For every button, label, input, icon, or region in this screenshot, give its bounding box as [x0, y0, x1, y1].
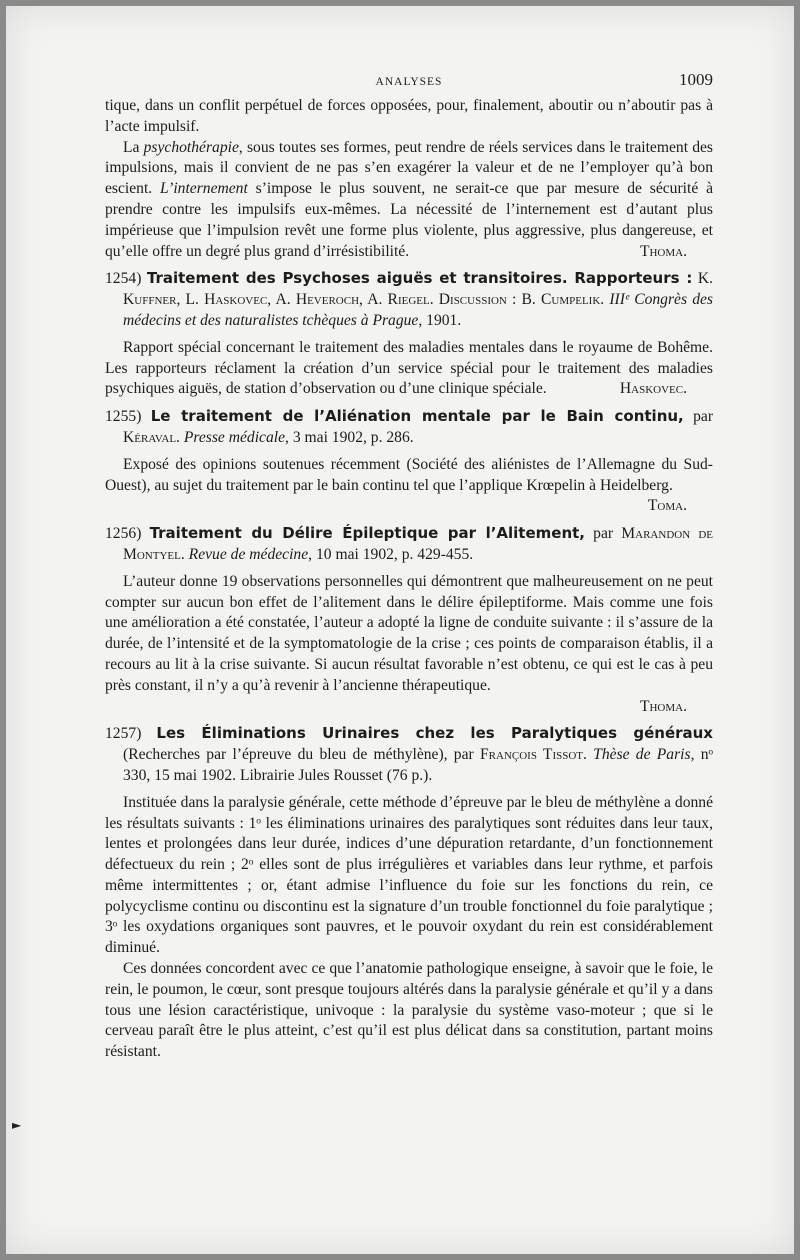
- entry-1256: [105, 523, 713, 717]
- entry-header: [105, 523, 713, 566]
- page-number: 1009: [679, 70, 713, 89]
- page-content: [105, 70, 713, 1063]
- entry-body-2: Ces données concordent avec ce que l’anatomie pathologique enseigne, à savoir que le foie, le rein, le poumon, le cœur, sont presque toujours altérés dans la paralysie générale et qu’il y a dans tous une lésion caractéristique, univoque : la paralysie du système vaso-moteur ; que si le cerveau paraît être le plus atteint, c’est qu’il est plus délicat dans sa constitution, partant moins résistant.: [105, 960, 713, 1061]
- signature: Thoma.: [639, 697, 687, 715]
- entry-source: Presse médicale: [183, 428, 286, 446]
- entry-body: [105, 455, 713, 517]
- intro-paragraph-2: [105, 138, 713, 263]
- entry-number: 1256): [105, 525, 142, 543]
- margin-arrow-icon: ►: [12, 1118, 22, 1132]
- entry-number: 1255): [105, 408, 142, 426]
- entry-source-tail: , 1901.: [418, 311, 462, 329]
- entry-number: 1257): [105, 725, 142, 743]
- intro-term-internement: L’internement: [160, 180, 248, 198]
- entry-source: IIIᵉ Congrès des médecins et des naturalistes tchèques à Prague: [123, 291, 713, 329]
- entry-body-text: Exposé des opinions soutenues récemment (Société des aliénistes de l’Allemagne du Sud-Ouest), au sujet du traitement par le bain continu tel que l’applique Krœpelin à Heidelberg.: [105, 455, 713, 494]
- intro-p2-mid: , sous toutes ses formes, peut rendre de réels services dans le traitement des impulsions, mais il convient de ne pas s’en exagérer la valeur et de ne l’employer qu’à bon escient.: [105, 138, 713, 198]
- entry-body: [105, 338, 713, 400]
- entry-source-tail: , 3 mai 1902, p. 286.: [285, 428, 414, 446]
- entry-header: [105, 406, 713, 449]
- entry-title-tail: par: [585, 525, 622, 543]
- intro-p2-lead: La: [123, 138, 144, 156]
- entry-authors: K. Kuffner, L. Haskovec, A. Heveroch, A. Riegel. Discussion : B. Cumpelik.: [123, 270, 713, 309]
- entry-title: Traitement du Délire Épileptique par l’Alitement,: [149, 524, 585, 543]
- signature: Toma.: [647, 497, 687, 515]
- signature: Thoma.: [639, 242, 687, 260]
- page: [6, 6, 794, 1254]
- entry-source: Thèse de Paris: [593, 746, 691, 764]
- entry-source: Revue de médecine: [188, 545, 309, 563]
- intro-term-psychotherapie: psychothérapie: [143, 138, 239, 156]
- entry-body: L’auteur donne 19 observations personnelles qui démontrent que malheureusement on ne peut compter sur aucun bon effet de l’alitement dans le délire épileptiforme. Mais comme une fois une amélioration a été constatée, l’auteur a adopté la ligne de conduite suivante : il s’assure de la durée, de l’intensité et de la symptomatologie de la crise ; ces points de comparaison établis, il a recours au lit à la crise suivante. Si aucun résultat favorable n’est obtenu, ce qui est le cas à peu près constant, il n’y a qu’à revenir à l’ancienne thérapeutique.: [105, 572, 713, 694]
- entry-title-tail: par: [683, 408, 714, 426]
- signature: Haskovec.: [619, 380, 687, 398]
- entry-authors: Kéraval.: [123, 428, 180, 446]
- entry-body: Instituée dans la paralysie générale, cette méthode d’épreuve par le bleu de méthylène a donné les résultats suivants : 1ᵒ les éliminations urinaires des paralytiques sont réduites dans leur taux, lentes et prolongées dans leur durée, indices d’une dépuration retardante, d’un fonctionnement défectueux du rein ; 2ᵒ elles sont de plus irrégulières et variables dans leur rythme, et parfois même intermittentes ; or, étant admise l’influence du foie sur les fonctions du rein, ce polycyclisme continu ou discontinu est la signature d’un trouble fonctionnel du foie paralytique ; 3ᵒ les oxydations organiques sont pauvres, et le pouvoir oxydant du rein est considérablement diminué.: [105, 793, 713, 957]
- entry-header: [105, 268, 713, 331]
- entry-body-text: Rapport spécial concernant le traitement des maladies mentales dans le royaume de Bohême. Les rapporteurs réclament la création d’un service spécial pour le traitement des maladies psychiques aiguës, de station d’observation ou d’une clinique spéciale.: [105, 338, 713, 398]
- entry-source-tail: , nᵒ 330, 15 mai 1902. Librairie Jules Rousset (76 p.).: [123, 746, 714, 784]
- entry-title: Traitement des Psychoses aiguës et transitoires. Rapporteurs :: [146, 269, 693, 288]
- entry-1255: [105, 406, 713, 517]
- entry-number: 1254): [105, 270, 142, 288]
- entry-title: Les Éliminations Urinaires chez les Paralytiques généraux: [156, 724, 713, 743]
- running-title: ANALYSES: [375, 76, 443, 88]
- entry-authors: Marandon de Montyel.: [123, 525, 713, 563]
- entry-1257: [105, 723, 713, 1063]
- entry-header: [105, 723, 713, 786]
- entry-authors: François Tissot.: [479, 746, 587, 764]
- entry-title-tail: (Recherches par l’épreuve du bleu de méthylène), par: [123, 746, 480, 764]
- entry-source-tail: , 10 mai 1902, p. 429-455.: [308, 545, 474, 563]
- running-head: [105, 70, 713, 96]
- intro-p2-tail: s’impose le plus souvent, ne serait-ce que par mesure de sécurité à prendre contre les impulsifs eux-mêmes. La nécessité de l’internement est d’autant plus impérieuse que l’impulsion revêt une forme plus violente, plus aggressive, plus dangereuse, et qu’elle offre un degré plus grand d’irrésistibilité.: [105, 180, 713, 260]
- intro-paragraph-1: tique, dans un conflit perpétuel de forces opposées, pour, finalement, aboutir ou n’aboutir pas à l’acte impulsif.: [105, 97, 713, 135]
- entry-1254: [105, 268, 713, 400]
- entry-title: Le traitement de l’Aliénation mentale par le Bain continu,: [150, 407, 684, 426]
